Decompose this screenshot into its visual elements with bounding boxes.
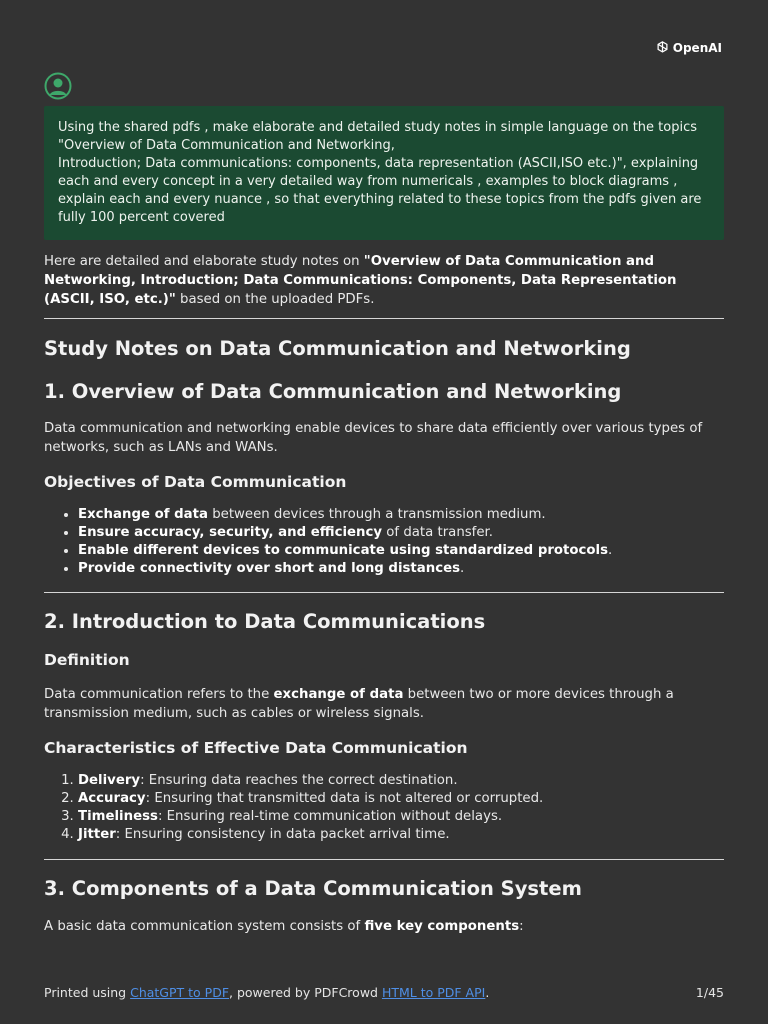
list-item: • Ensure accuracy, security, and efficiency of data transfer. [78, 524, 724, 542]
section-2-heading: 2. Introduction to Data Communications [44, 610, 486, 633]
prompt-line: Using the shared pdfs , make elaborate and detailed study notes in simple language on the topics [58, 120, 698, 135]
response-content [44, 252, 724, 936]
user-prompt [44, 106, 724, 240]
definition-paragraph: Data communication refers to the exchange of data between two or more devices through a transmission medium, such as cables or wireless signals. [44, 687, 674, 721]
list-item: 2. Accuracy: Ensuring that transmitted data is not altered or corrupted. [78, 790, 724, 808]
list-item: 3. Timeliness: Ensuring real-time communication without delays. [78, 808, 724, 826]
objectives-list [44, 506, 724, 578]
definition-heading: Definition [44, 651, 130, 669]
openai-logo [655, 40, 722, 55]
section-1-paragraph: Data communication and networking enable devices to share data efficiently over various types of networks, such as LANs and WANs. [44, 421, 703, 455]
html-to-pdf-api-link[interactable]: HTML to PDF API [381, 985, 486, 1000]
list-item: 1. Delivery: Ensuring data reaches the correct destination. [78, 772, 724, 790]
prompt-line: Introduction; Data communications: components, data representation (ASCII,ISO etc.)", explaining each and every concept in a very detailed way from numericals , examples to block diagrams , explain each and every nuance , so that everything related to these topics from the pdfs given are fully 100 percent covered [58, 156, 702, 225]
page-number: 1/45 [695, 985, 724, 1000]
chatgpt-to-pdf-link[interactable]: ChatGPT to PDF [130, 985, 230, 1000]
intro-paragraph: Here are detailed and elaborate study notes on "Overview of Data Communication and Networking, Introduction; Data Communications: Components, Data Representation (ASCII, ISO, etc.)" based on the uploaded PDFs. [44, 254, 677, 307]
characteristics-list [44, 772, 724, 844]
brand-name: OpenAI [672, 40, 722, 55]
list-item: • Exchange of data between devices through a transmission medium. [78, 506, 724, 524]
page-footer [44, 985, 724, 1000]
page-title: Study Notes on Data Communication and Networking [44, 337, 631, 360]
list-item: 4. Jitter: Ensuring consistency in data packet arrival time. [78, 826, 724, 844]
footer-credit: Printed using ChatGPT to PDF, powered by PDFCrowd HTML to PDF API. [44, 985, 490, 1000]
section-1-heading: 1. Overview of Data Communication and Networking [44, 380, 622, 403]
list-item: • Enable different devices to communicate using standardized protocols. [78, 542, 724, 560]
section-3-heading: 3. Components of a Data Communication System [44, 877, 582, 900]
openai-icon [655, 40, 670, 55]
objectives-heading: Objectives of Data Communication [44, 473, 347, 491]
section-3-paragraph: A basic data communication system consists of five key components: [44, 919, 524, 934]
user-avatar-icon [44, 72, 72, 100]
prompt-line: "Overview of Data Communication and Networking, [58, 138, 395, 153]
characteristics-heading: Characteristics of Effective Data Communication [44, 739, 468, 757]
list-item: • Provide connectivity over short and long distances. [78, 560, 724, 578]
